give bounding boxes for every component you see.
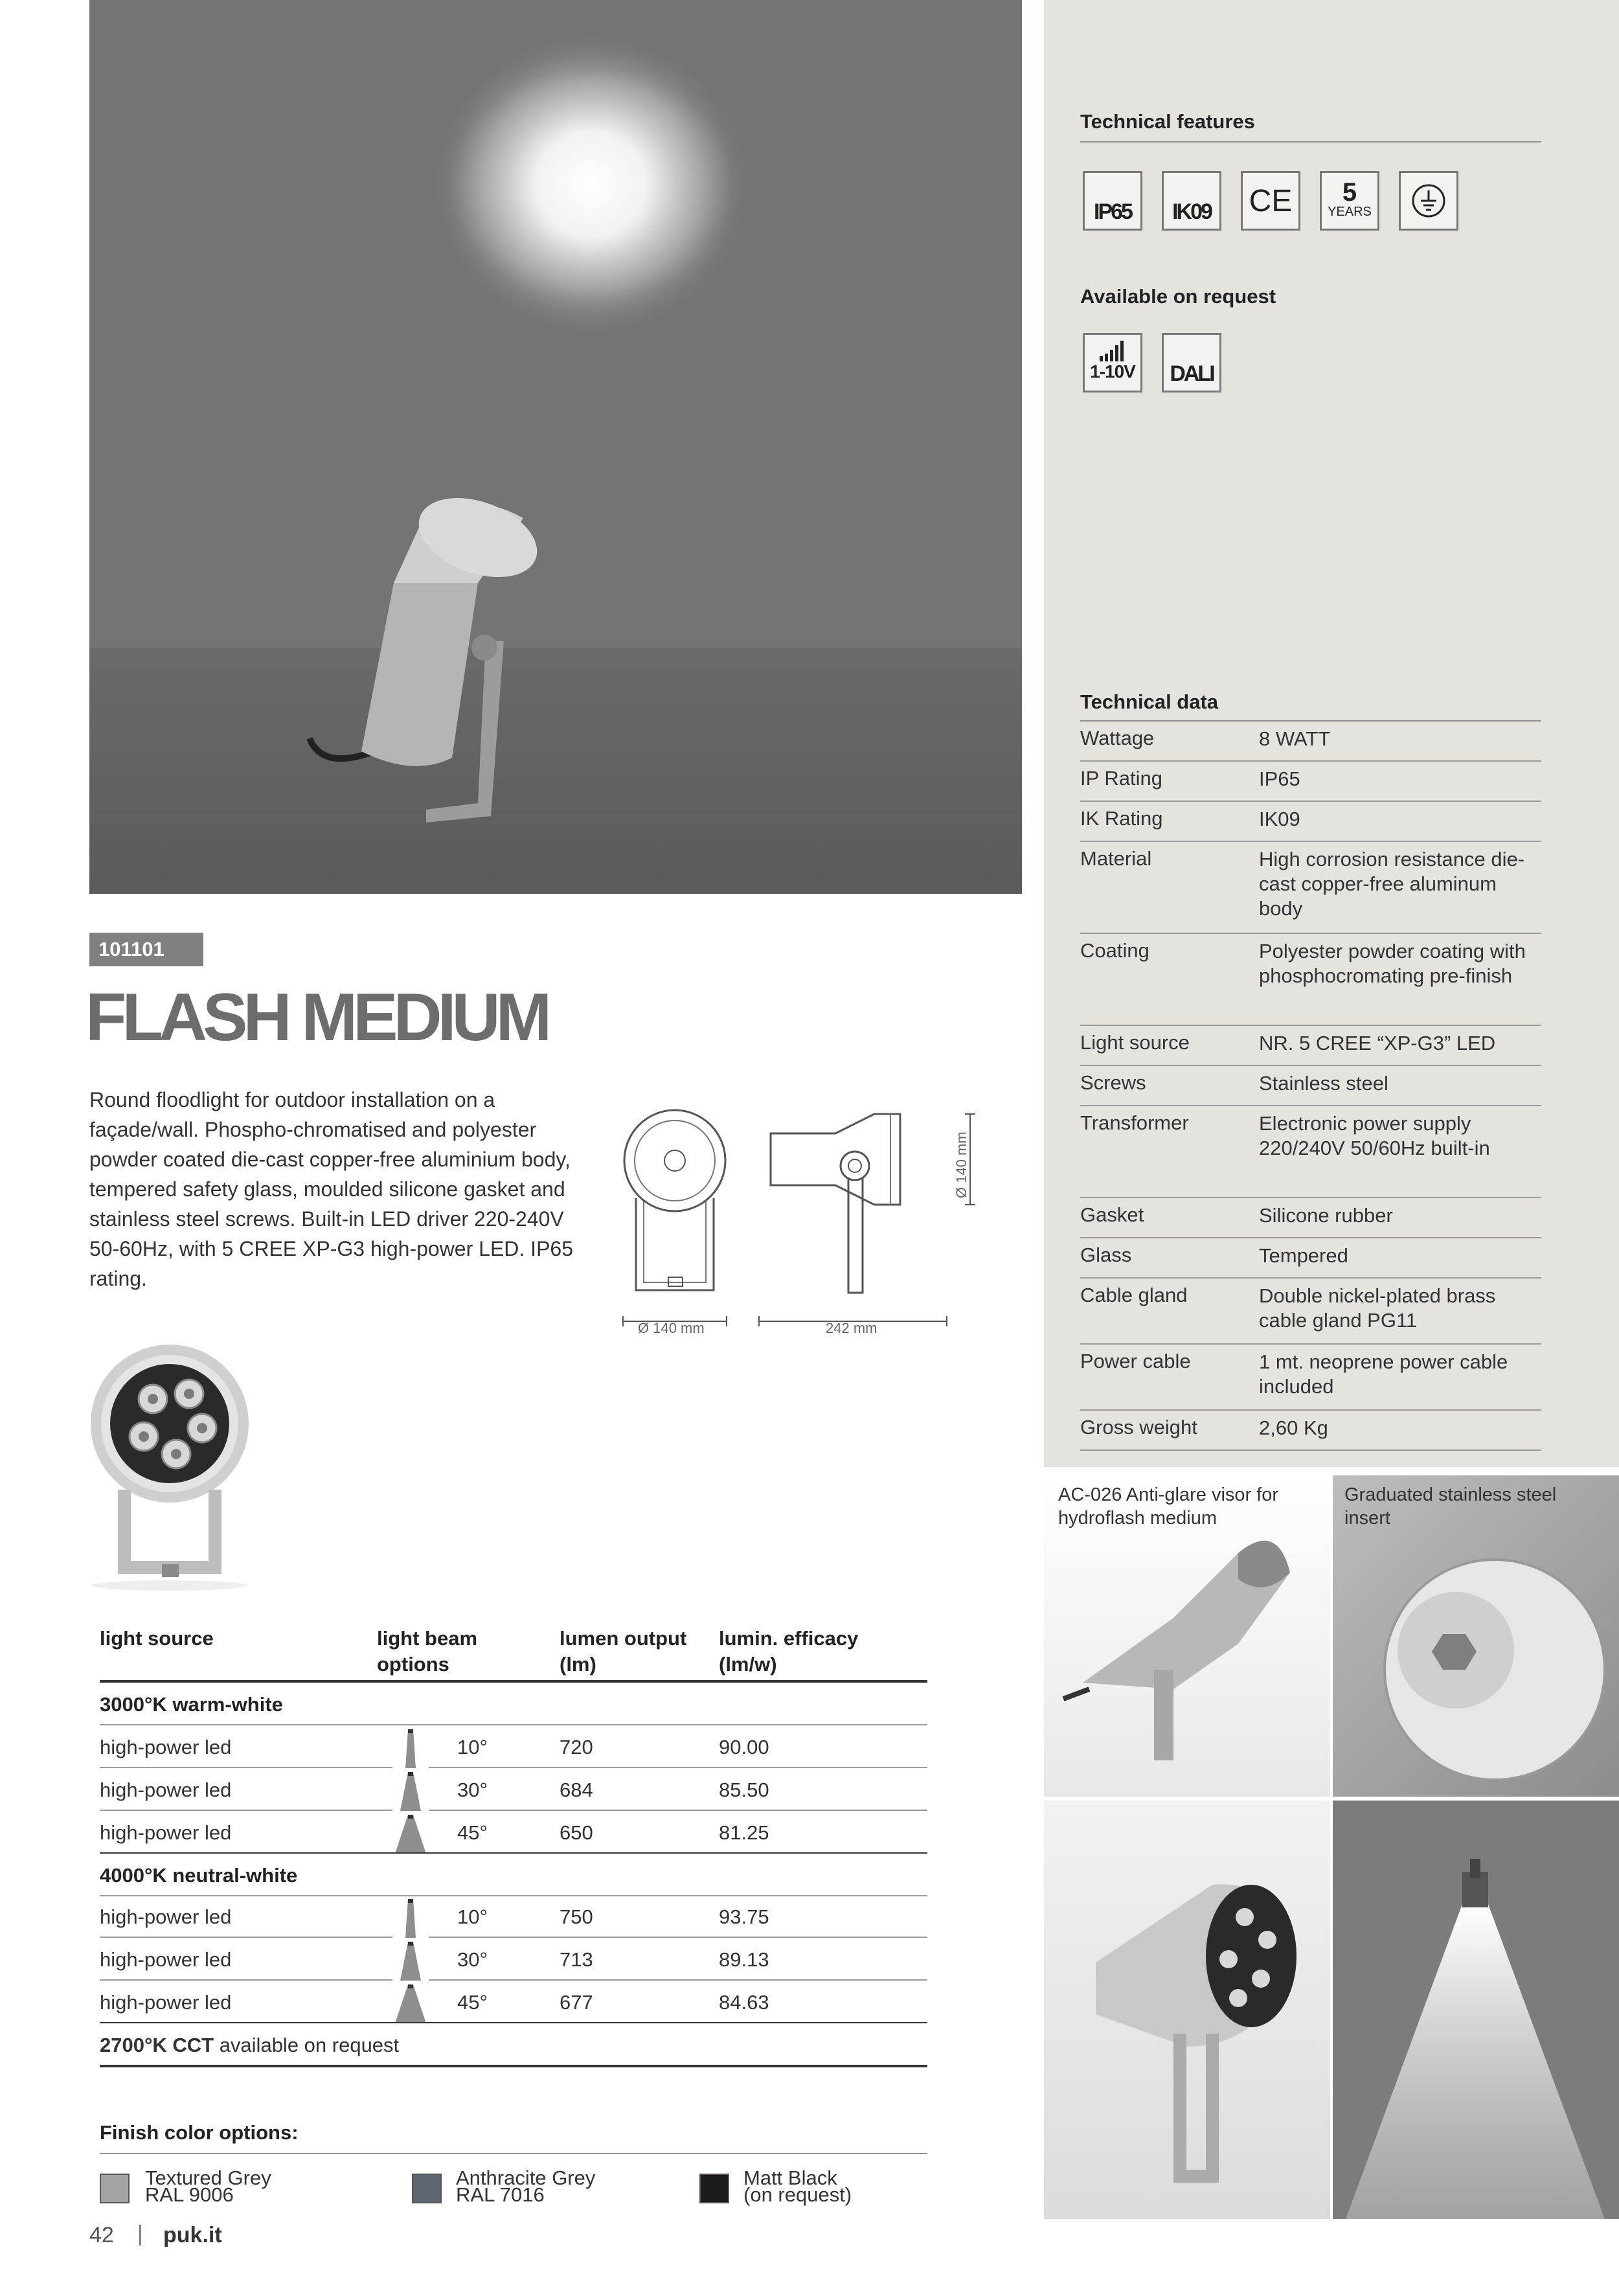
cell-beam-angle: 45°: [457, 1991, 488, 2014]
dimension-side-length: 242 mm: [826, 1320, 877, 1336]
floodlight-hero-illustration: [89, 0, 1022, 894]
tech-row: [1080, 1066, 1541, 1106]
finish-title: Finish color options:: [100, 2121, 299, 2144]
table-header-rule: [100, 1626, 927, 1683]
tech-value: Electronic power supply 220/240V 50/60Hz built-in: [1259, 1112, 1490, 1159]
cell-efficacy: 85.50: [719, 1779, 769, 1801]
ik09-icon: IK09: [1162, 171, 1221, 231]
cell-efficacy: 84.63: [719, 1991, 769, 2014]
col-header-lumen: lumen output (lm): [560, 1627, 687, 1676]
beam-angle-icon: [392, 1729, 429, 1768]
cell-lumen: 713: [560, 1948, 593, 1971]
features-title: Technical features: [1080, 110, 1255, 133]
beam-angle-icon: [392, 1899, 429, 1938]
cell-light-source: high-power led: [100, 1736, 232, 1758]
tech-row: [1080, 934, 1541, 1026]
tech-row: [1080, 1026, 1541, 1066]
table-group-row: [100, 1683, 927, 1725]
cell-light-source: high-power led: [100, 1779, 232, 1801]
col-header-efficacy: lumin. efficacy (lm/w): [719, 1627, 859, 1676]
cell-lumen: 750: [560, 1905, 593, 1928]
footer-separator: |: [137, 2222, 143, 2246]
beam-angle-icon: [392, 1984, 429, 2023]
finish-label-textured-grey: Textured Grey RAL 9006: [145, 2166, 271, 2206]
finish-label-anthracite-grey: Anthracite Grey RAL 7016: [456, 2166, 596, 2206]
cell-lumen: 720: [560, 1736, 593, 1758]
tech-value: NR. 5 CREE “XP-G3” LED: [1259, 1032, 1496, 1054]
swatch-matt-black: [699, 2174, 729, 2203]
technical-drawing: [615, 1101, 1004, 1347]
swatch-textured-grey: [100, 2174, 130, 2203]
tech-key: Coating: [1080, 939, 1149, 962]
tech-key: Gasket: [1080, 1203, 1144, 1226]
ce-mark-icon: CE: [1241, 171, 1300, 231]
cell-light-source: high-power led: [100, 1821, 232, 1844]
hero-photo: [89, 0, 1022, 894]
page-number: 42: [89, 2223, 114, 2247]
cell-beam-angle: 10°: [457, 1736, 488, 1758]
product-code-badge: 101101: [89, 933, 203, 966]
dali-icon: DALI: [1162, 333, 1221, 392]
cct-note: available on request: [214, 2034, 400, 2056]
tech-key: Transformer: [1080, 1111, 1189, 1134]
tech-value: Tempered: [1259, 1244, 1348, 1267]
cell-efficacy: 93.75: [719, 1905, 769, 1928]
earth-ground-icon: [1399, 171, 1458, 231]
col-header-light-source: light source: [100, 1627, 214, 1650]
group-warm-white: 3000°K warm-white: [100, 1693, 283, 1716]
dimension-height: Ø 140 mm: [953, 1131, 969, 1198]
tech-key: Gross weight: [1080, 1416, 1197, 1438]
tech-value: 1 mt. neoprene power cable included: [1259, 1350, 1508, 1398]
product-title: FLASH MEDIUM: [85, 980, 548, 1055]
cell-beam-angle: 10°: [457, 1905, 488, 1928]
product-front-photo: [71, 1341, 266, 1593]
tech-key: Glass: [1080, 1244, 1132, 1266]
tech-data-title: Technical data: [1080, 690, 1219, 713]
light-beam-photo: [1333, 1801, 1619, 2219]
tech-row: [1080, 842, 1541, 934]
tech-row: [1080, 1279, 1541, 1345]
table-row: [100, 1768, 927, 1811]
tech-key: Power cable: [1080, 1350, 1191, 1372]
tech-key: Material: [1080, 847, 1152, 870]
cell-light-source: high-power led: [100, 1905, 232, 1928]
group-neutral-white: 4000°K neutral-white: [100, 1864, 298, 1887]
col-header-light-beam: light beam options: [377, 1627, 478, 1676]
swatch-anthracite-grey: [412, 2174, 442, 2203]
tech-row: [1080, 1198, 1541, 1238]
visor-caption: AC-026 Anti-glare visor for hydroflash medium: [1058, 1484, 1279, 1529]
finish-rule: [100, 2153, 927, 2154]
tech-value: Polyester powder coating with phosphocromating pre-finish: [1259, 940, 1526, 987]
ip65-icon: IP65: [1083, 171, 1142, 231]
table-row: [100, 1811, 927, 1854]
footer-site-link[interactable]: puk.it: [163, 2223, 222, 2247]
warranty-5-years-icon: 5 YEARS: [1320, 171, 1379, 231]
product-description: Round floodlight for outdoor installation on a façade/wall. Phospho-chromatised and polyester powder coated die-cast copper-free aluminium body, tempered safety glass, moulded silicone gasket and stainless steel screws. Built-in LED driver 220-240V 50-60Hz, with 5 CREE XP-G3 high-power LED. IP65 rating.: [89, 1088, 573, 1290]
tech-key: Light source: [1080, 1031, 1190, 1054]
tech-value: 2,60 Kg: [1259, 1416, 1328, 1439]
cell-lumen: 677: [560, 1991, 593, 2014]
tech-row: [1080, 1106, 1541, 1198]
tech-row: [1080, 1238, 1541, 1279]
beam-angle-icon: [392, 1942, 429, 1981]
dimension-front-width: Ø 140 mm: [638, 1320, 705, 1336]
tech-value: High corrosion resistance die-cast copper-free aluminum body: [1259, 848, 1525, 920]
table-row: [100, 1938, 927, 1981]
cell-efficacy: 81.25: [719, 1821, 769, 1844]
cell-light-source: high-power led: [100, 1991, 232, 2014]
tech-value: IK09: [1259, 808, 1300, 830]
tech-value: IP65: [1259, 767, 1300, 790]
tech-key: IK Rating: [1080, 807, 1163, 830]
tech-value: 8 WATT: [1259, 727, 1331, 750]
tech-row: [1080, 722, 1541, 762]
table-row: [100, 1981, 927, 2023]
beam-angle-icon: [392, 1815, 429, 1854]
tech-row: [1080, 1345, 1541, 1411]
cell-light-source: high-power led: [100, 1948, 232, 1971]
cell-lumen: 684: [560, 1779, 593, 1801]
finish-label-matt-black: Matt Black (on request): [743, 2166, 852, 2206]
table-cct-row: [100, 2022, 927, 2067]
cell-lumen: 650: [560, 1821, 593, 1844]
cell-beam-angle: 30°: [457, 1779, 488, 1801]
cell-efficacy: 90.00: [719, 1736, 769, 1758]
tech-key: Screws: [1080, 1071, 1146, 1094]
request-title: Available on request: [1080, 285, 1276, 308]
cell-efficacy: 89.13: [719, 1948, 769, 1971]
tech-key: Wattage: [1080, 727, 1155, 749]
tech-key: Cable gland: [1080, 1284, 1188, 1306]
dimming-1-10v-icon: 1-10V: [1083, 333, 1142, 392]
beam-angle-icon: [392, 1772, 429, 1811]
insert-caption: Graduated stainless steel insert: [1344, 1484, 1557, 1529]
tech-value: Silicone rubber: [1259, 1204, 1393, 1227]
table-row: [100, 1895, 927, 1938]
tech-row: [1080, 802, 1541, 842]
cell-beam-angle: 45°: [457, 1821, 488, 1844]
tech-value: Double nickel-plated brass cable gland PG11: [1259, 1284, 1496, 1332]
table-group-row: [100, 1852, 927, 1896]
table-row: [100, 1725, 927, 1768]
tech-value: Stainless steel: [1259, 1072, 1388, 1095]
tech-row: [1080, 1411, 1541, 1451]
tech-row: [1080, 762, 1541, 802]
tech-key: IP Rating: [1080, 767, 1162, 790]
cell-beam-angle: 30°: [457, 1948, 488, 1971]
cct-label: 2700°K CCT: [100, 2034, 214, 2056]
floodlight-angle-photo: [1044, 1801, 1330, 2219]
features-rule: [1080, 141, 1541, 142]
